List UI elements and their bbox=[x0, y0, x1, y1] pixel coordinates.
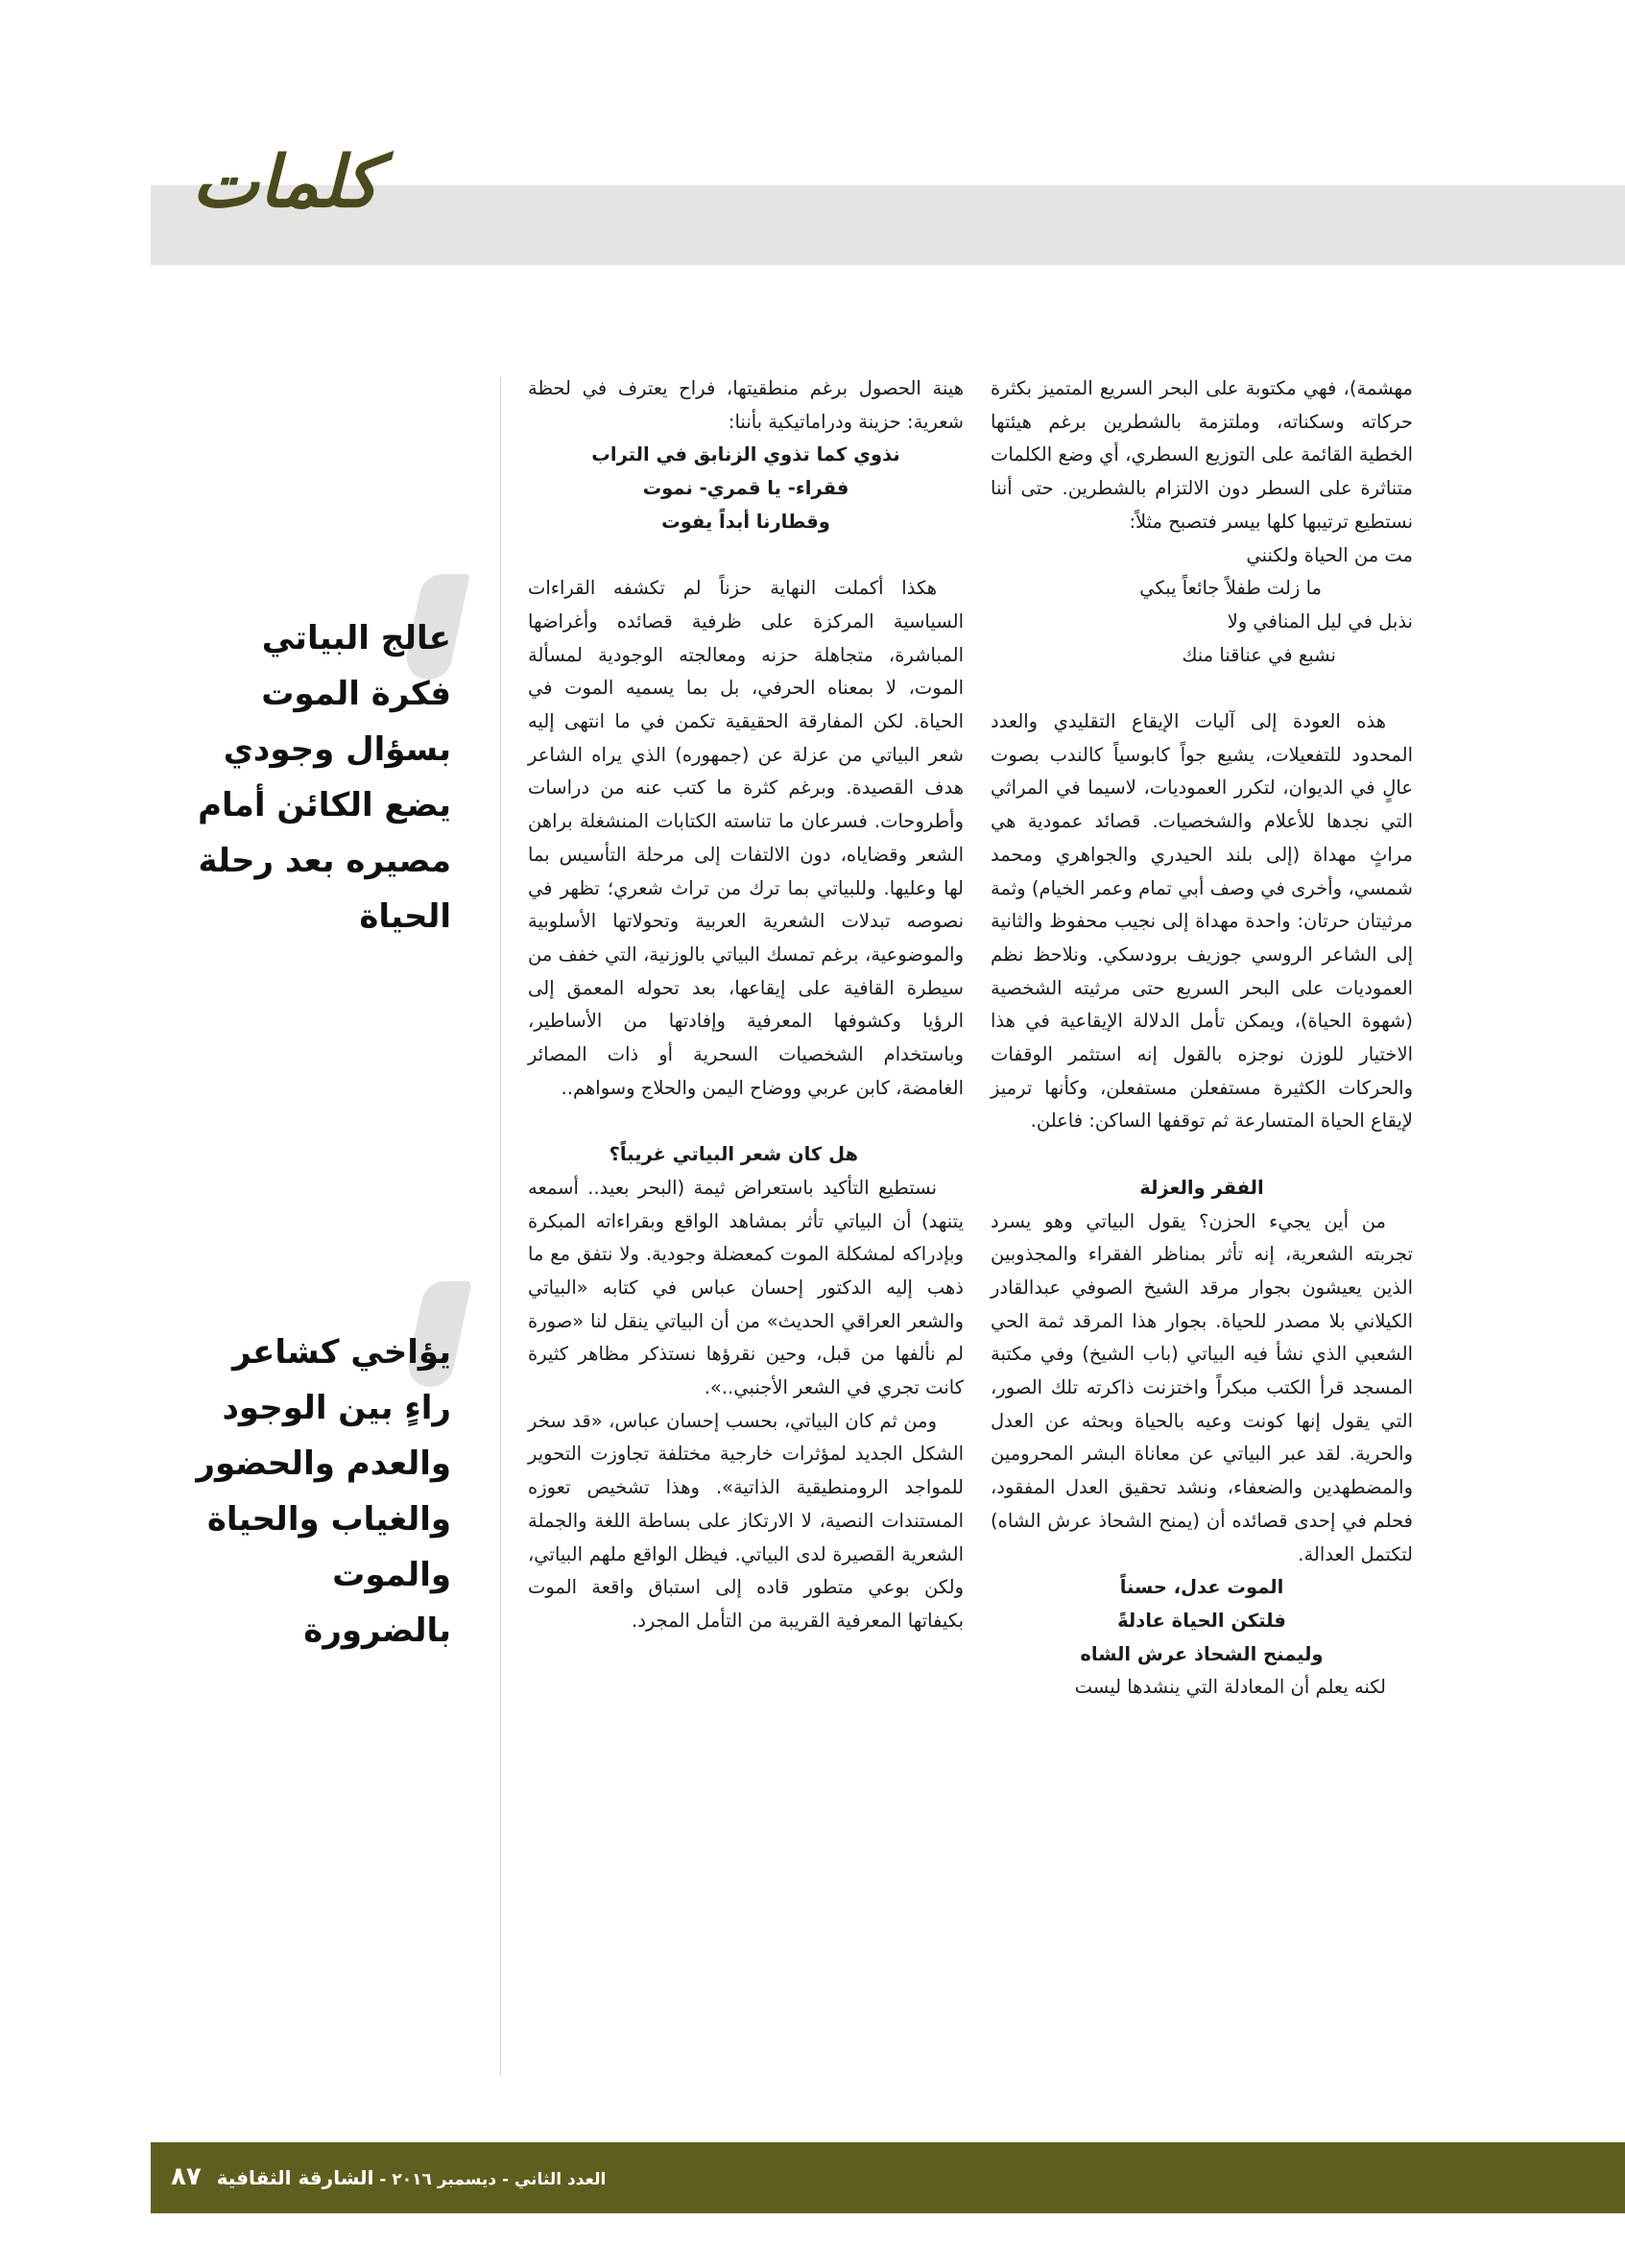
paragraph: مهشمة)، فهي مكتوبة على البحر السريع المتميز بكثرة حركاته وسكناته، وملتزمة بالشطرين برغم هيئتها الخطية القائمة على التوزيع السطري، أي وضع الكلمات متناثرة على السطر دون الالتزام بالشطرين. حتى أننا نستطيع ترتيبها كلها بيسر فتصبح مثلاً: bbox=[991, 377, 1413, 533]
issue-label: العدد الثاني - ديسمبر ٢٠١٦ - bbox=[379, 2170, 607, 2189]
paragraph: من أين يجيء الحزن؟ يقول البياتي وهو يسرد تجربته الشعرية، إنه تأثر بمناظر الفقراء والمجذوبين الذين يعيشون بجوار مرقد الشيخ الصوفي عبدالقادر الكيلاني بلا مصدر للحياة. بجوار هذا المرقد ثمة الحي الشعبي الذي نشأ فيه البياتي (باب الشيخ) وفي مكتبة المسجد قرأ الكتب مبكراً واختزنت ذاكرته تلك الصور، التي يقول إنها كونت وعيه بالحياة وبحثه عن العدل والحرية. لقد عبر البياتي عن معاناة البشر المحرومين والمضطهدين والضعفاء، ونشد تحقيق العدل المفقود، فحلم في إحدى قصائده أن (يمنح الشحاذ عرش الشاه) لتكتمل العدالة. bbox=[991, 1209, 1413, 1565]
verse-line: مت من الحياة ولكنني bbox=[1246, 543, 1413, 566]
pull-quote: يؤاخي كشاعر راءٍ بين الوجود والعدم والحضور والغياب والحياة والموت بالضرورة bbox=[196, 1333, 451, 1650]
page-number: ٨٧ bbox=[171, 2162, 202, 2191]
verse-line: ما زلت طفلاً جائعاً يبكي bbox=[1139, 577, 1322, 600]
paragraph: هينة الحصول برغم منطقيتها، فراح يعترف في لحظة شعرية: حزينة ودراماتيكية بأننا: bbox=[528, 377, 964, 433]
verse-line: نذبل في ليل المنافي ولا bbox=[1227, 609, 1413, 633]
section-title: كلمات bbox=[192, 141, 379, 224]
verse-line: نذوي كما تذوي الزنابق في التراب bbox=[591, 443, 900, 466]
section-heading: الفقر والعزلة bbox=[1139, 1176, 1264, 1199]
verse-line: فلتكن الحياة عادلةً bbox=[1117, 1609, 1286, 1632]
text-column-right bbox=[991, 372, 1413, 1705]
verse-line: وليمنح الشحاذ عرش الشاه bbox=[1080, 1642, 1324, 1665]
text-column-middle bbox=[528, 372, 964, 1638]
paragraph: نستطيع التأكيد باستعراض ثيمة (البحر بعيد.. أسمعه يتنهد) أن البياتي تأثر بمشاهد الواقع وبقراءاته المبكرة وبإدراكه لمشكلة الموت كمعضلة وجودية. ولا نتفق مع ما ذهب إليه الدكتور إحسان عباس في كتابه «البياتي والشعر العراقي الحديث» من أن البياتي ينقل لنا «صورة لم نألفها من قبل، وحين نقرؤها نستذكر مظاهر كثيرة كانت تجري في الشعر الأجنبي..». bbox=[528, 1176, 964, 1399]
column-divider bbox=[500, 377, 501, 2076]
verse-line: الموت عدل، حسناً bbox=[1119, 1576, 1284, 1599]
section-heading: هل كان شعر البياتي غريباً؟ bbox=[609, 1143, 858, 1166]
pull-quote: عالج البياتي فكرة الموت بسؤال وجودي يضع الكائن أمام مصيره بعد رحلة الحياة bbox=[198, 619, 451, 936]
paragraph: ومن ثم كان البياتي، بحسب إحسان عباس، «قد سخر الشكل الجديد لمؤثرات خارجية مختلفة تجاوزت التحوير للمواجد الرومنطيقية الذاتية». وهذا تشخيص تعوزه المستندات النصية، لا الارتكاز على بساطة اللغة والجملة الشعرية القصيرة لدى البياتي. فيظل الواقع ملهم البياتي، ولكن بوعي متطور قاده إلى استباق واقعة الموت بكيفاتها المعرفية القريبة من التأمل المجرد. bbox=[528, 1409, 964, 1632]
paragraph: لكنه يعلم أن المعادلة التي ينشدها ليست bbox=[1074, 1676, 1386, 1699]
footer-info bbox=[171, 2158, 606, 2199]
verse-line: نشبع في عناقنا منك bbox=[1182, 643, 1336, 666]
magazine-brand: الشارقة الثقافية bbox=[216, 2166, 374, 2189]
verse-line: فقراء- يا قمري- نموت bbox=[642, 477, 849, 500]
verse-line: وقطارنا أبداً يفوت bbox=[661, 510, 830, 533]
paragraph: هذه العودة إلى آليات الإيقاع التقليدي والعدد المحدود للتفعيلات، يشيع جواً كابوسياً كالندب بصوت عالٍ في الديوان، لتكرر العموديات، لاسيما في المراثي التي نجدها للأعلام والشخصيات. قصائد عمودية هي مراثٍ مهداة (إلى بلند الحيدري والجواهري ومحمد شمسي، وأخرى في وصف أبي تمام وعمر الخيام) وثمة مرثيتان حرتان: واحدة مهداة إلى نجيب محفوظ والثانية إلى الشاعر الروسي جوزيف برودسكي. ونلاحظ نظم العموديات على البحر السريع حتى مرثيته الشخصية (شهوة الحياة)، ويمكن تأمل الدلالة الإيقاعية في هذا الاختيار للوزن نوجزه بالقول إنه استثمر الوقفات والحركات الكثيرة مستفعلن مستفعلن، وكأنها ترميز لإيقاع الحياة المتسارعة ثم توقفها الساكن: فاعلن. bbox=[991, 710, 1413, 1133]
paragraph: هكذا أكملت النهاية حزناً لم تكشفه القراءات السياسية المركزة على ظرفية قصائده وأغراضها المباشرة، متجاهلة حزنه ومعالجته الوجودية لمسألة الموت، لا بمعناه الحرفي، بل بما يسميه الموت في الحياة. لكن المفارقة الحقيقية تكمن في ما انتهى إليه شعر البياتي من عزلة عن (جمهوره) الذي يراه الشاعر هدف القصيدة. وبرغم كثرة ما كتب عنه من دراسات وأطروحات. فسرعان ما تناسته الكتابات المنشغلة براهن الشعر وقضاياه، دون الالتفات إلى مرحلة التأسيس بما لها وعليها. وللبياتي بما ترك من تراث شعري؛ تظهر في نصوصه تبدلات الشعرية العربية وتحولاتها الأسلوبية والموضوعية، برغم تمسك البياتي بالوزنية، التي خفف من سيطرة القافية على إيقاعها، بعد تحوله المعمق إلى الرؤيا وكشوفها المعرفية وإفادتها من الأساطير، وباستخدام الشخصيات السحرية أو ذات المصائر الغامضة، كابن عربي ووضاح اليمن والحلاج وسواهم.. bbox=[528, 577, 964, 1099]
